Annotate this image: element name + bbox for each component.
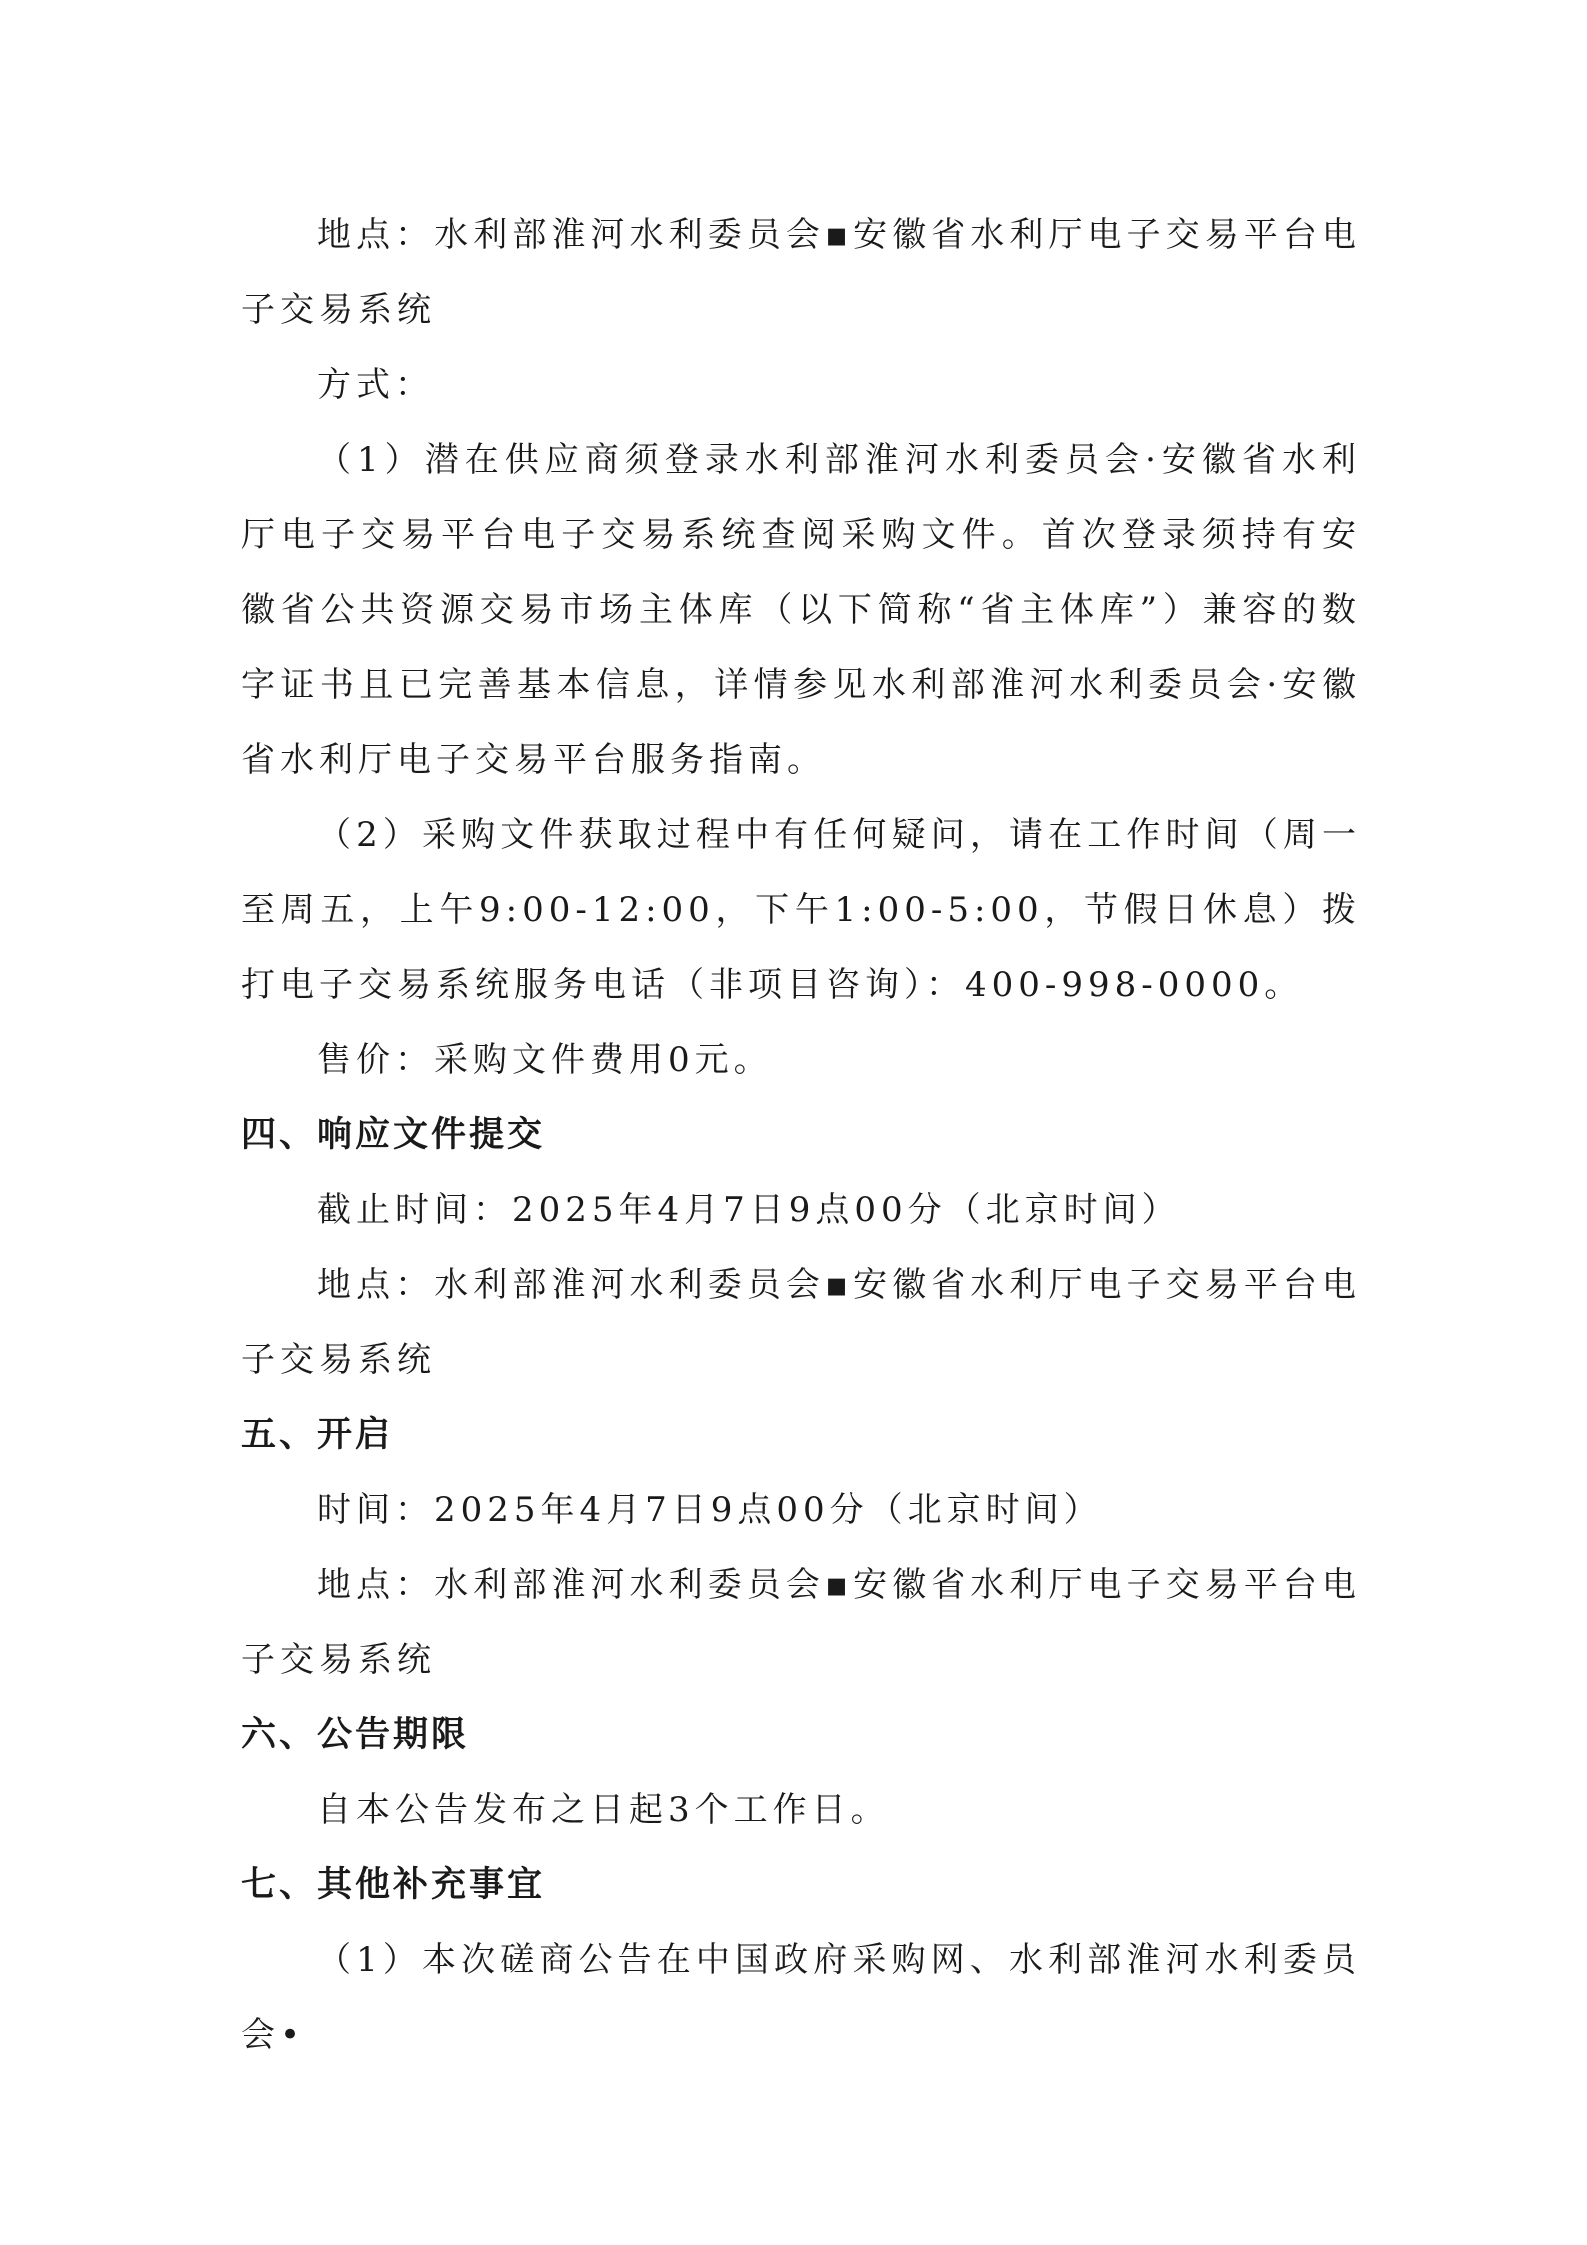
submission-location-paragraph: 地点：水利部淮河水利委员会▪安徽省水利厅电子交易平台电子交易系统 (241, 1265, 1361, 1380)
other-matters-item-1: （1）本次磋商公告在中国政府采购网、水利部淮河水利委员会• (241, 1940, 1361, 2055)
method-label: 方式： (317, 365, 434, 405)
location-paragraph: 地点：水利部淮河水利委员会▪安徽省水利厅电子交易平台电子交易系统 (241, 215, 1361, 330)
method-item-2: （2）采购文件获取过程中有任何疑问，请在工作时间（周一至周五，上午9:00-12:00，下午1:00-5:00，节假日休息）拨打电子交易系统服务电话（非项目咨询）：400-998-0000。 (241, 815, 1361, 1005)
section-heading-other-matters: 七、其他补充事宜 (241, 1865, 546, 1905)
deadline-paragraph: 截止时间：2025年4月7日9点00分（北京时间） (317, 1190, 1181, 1230)
section-heading-response-submission: 四、响应文件提交 (241, 1115, 546, 1155)
section-heading-opening: 五、开启 (241, 1415, 394, 1455)
method-item-1: （1）潜在供应商须登录水利部淮河水利委员会·安徽省水利厅电子交易平台电子交易系统查阅采购文件。首次登录须持有安徽省公共资源交易市场主体库（以下简称“省主体库”）兼容的数字证书且已完善基本信息，详情参见水利部淮河水利委员会·安徽省水利厅电子交易平台服务指南。 (241, 440, 1361, 780)
document-body (241, 198, 1361, 2073)
opening-time-paragraph: 时间：2025年4月7日9点00分（北京时间） (317, 1490, 1103, 1530)
notice-period-paragraph: 自本公告发布之日起3个工作日。 (317, 1790, 890, 1830)
opening-location-paragraph: 地点：水利部淮河水利委员会▪安徽省水利厅电子交易平台电子交易系统 (241, 1565, 1361, 1680)
section-heading-notice-period: 六、公告期限 (241, 1715, 470, 1755)
price-paragraph: 售价：采购文件费用0元。 (317, 1040, 773, 1080)
